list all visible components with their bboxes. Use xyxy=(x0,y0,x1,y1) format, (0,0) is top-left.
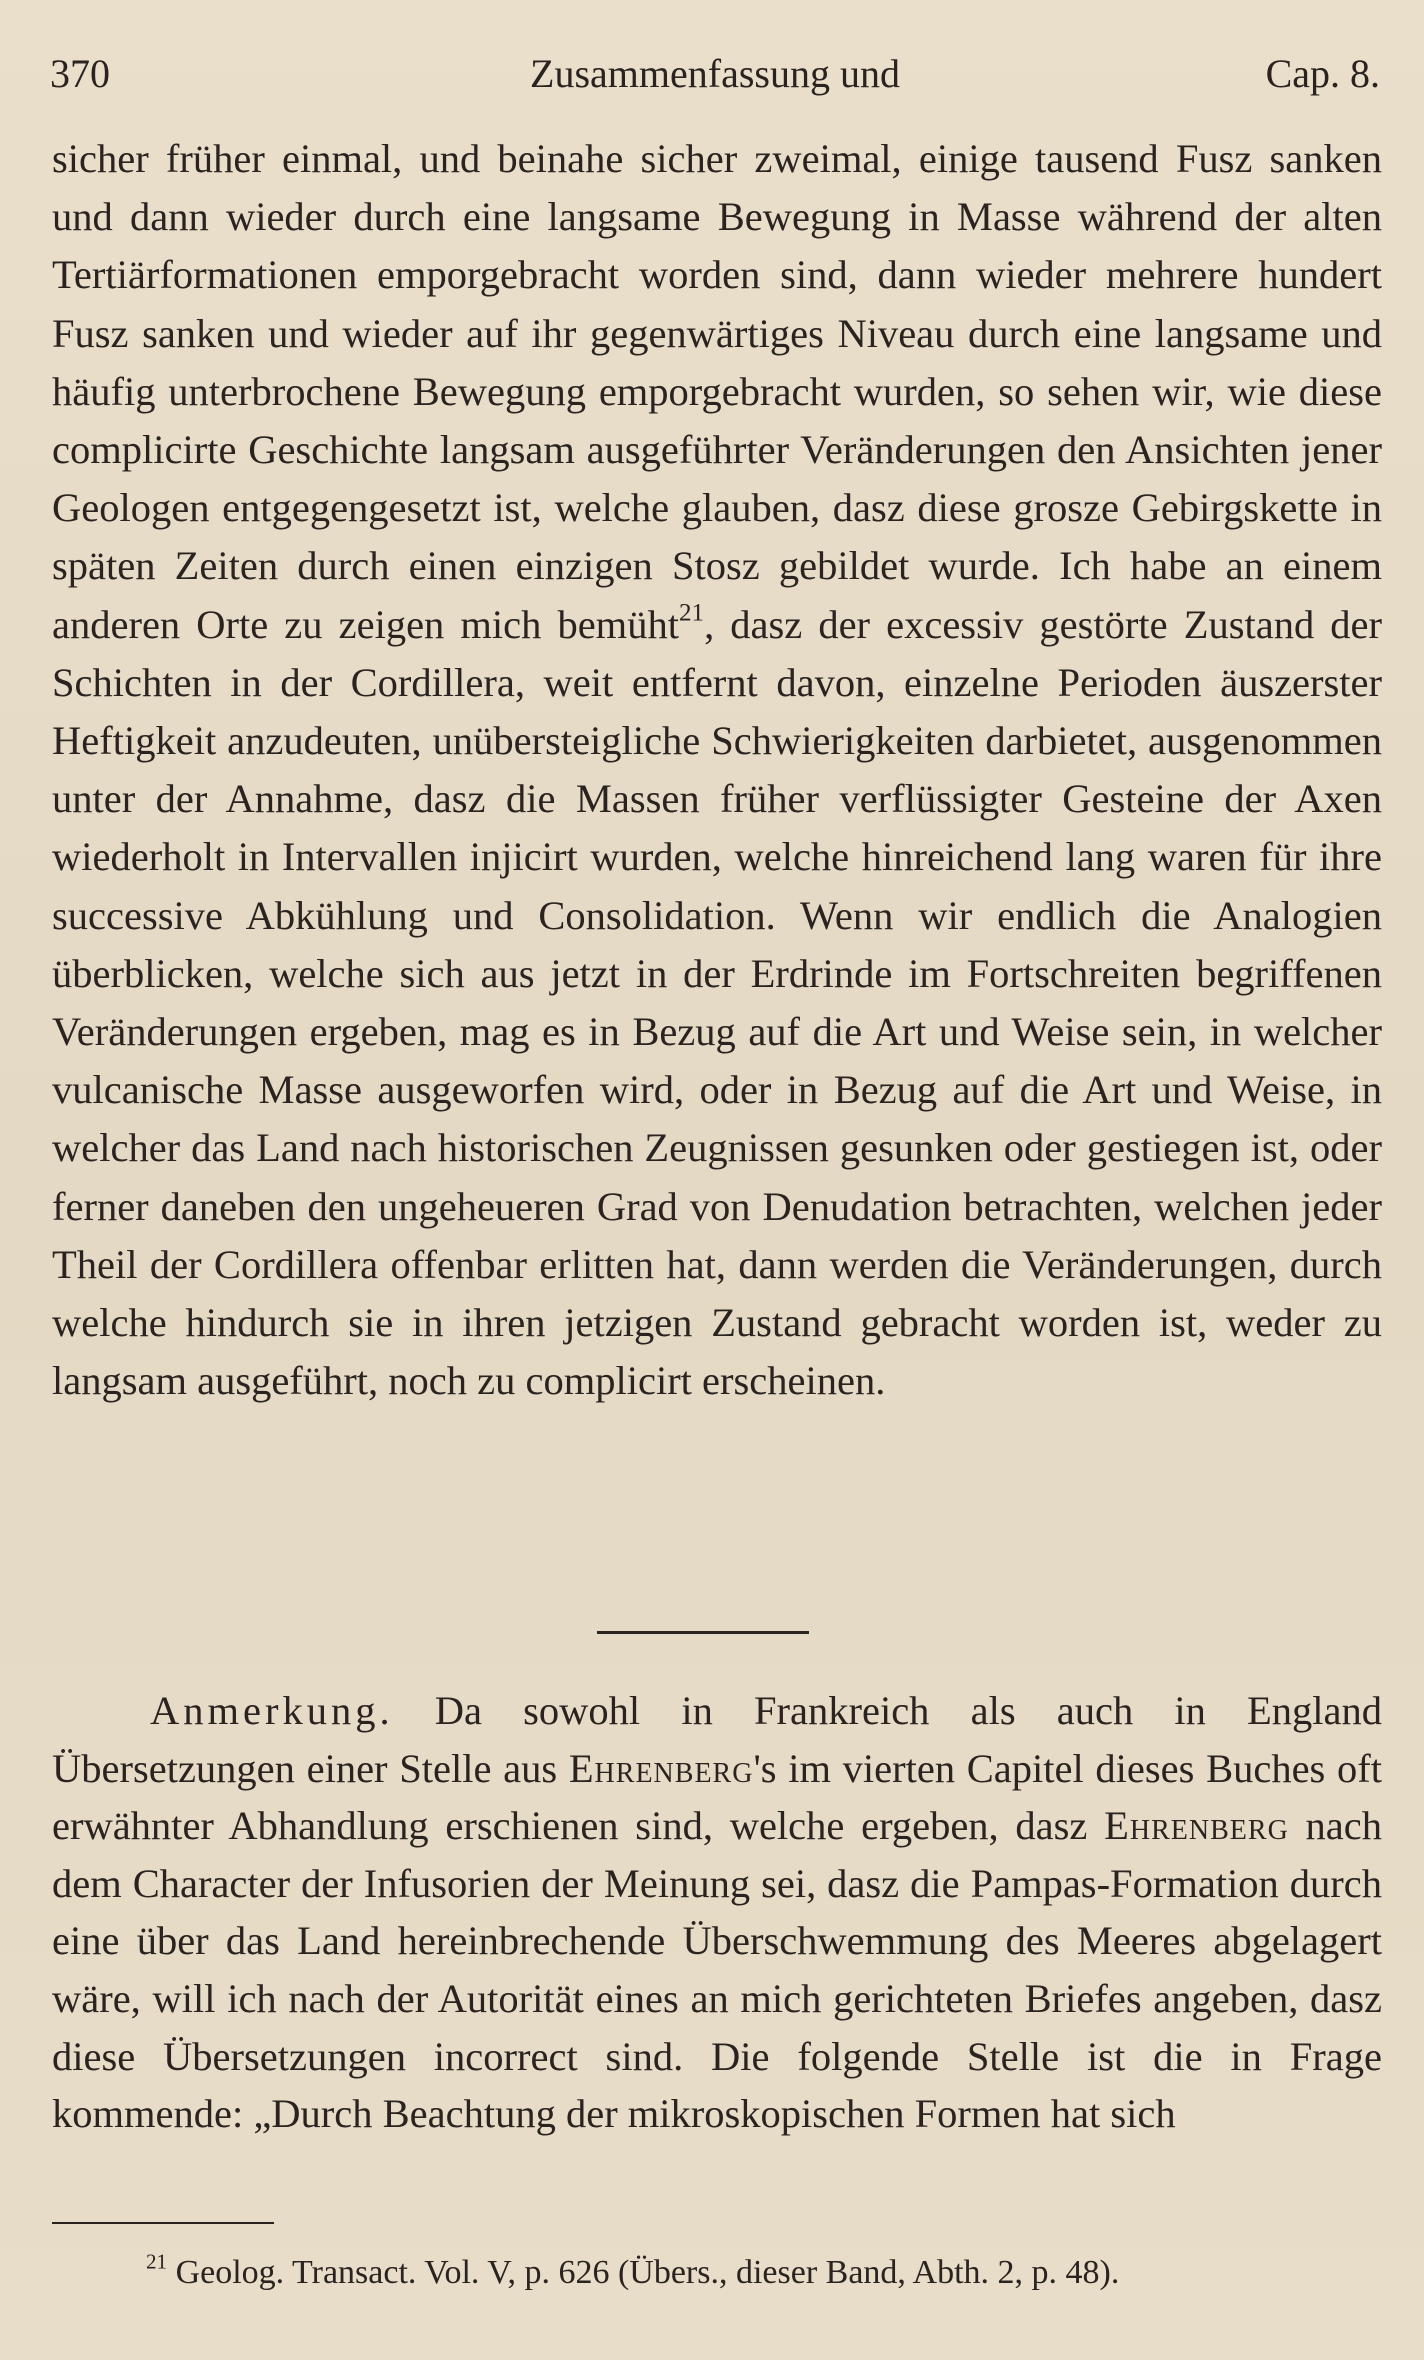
section-separator xyxy=(597,1631,809,1634)
note-text-2: 's im vierten Capitel dieses Buches oft erwähnter Abhandlung erschienen sind, welche ergeben, dasz xyxy=(52,1745,1382,1849)
main-text xyxy=(52,130,1382,1410)
note-label: Anmerkung. xyxy=(150,1688,394,1733)
author-name-ehrenberg: Ehrenberg xyxy=(568,1745,754,1791)
note-section xyxy=(52,1682,1382,2143)
footnote-reference: 21 xyxy=(678,599,705,627)
chapter-label: Cap. 8. xyxy=(1265,51,1380,96)
author-name-ehrenberg-2: Ehrenberg xyxy=(1104,1803,1289,1849)
main-paragraph xyxy=(52,130,1382,1410)
page-number: 370 xyxy=(50,51,110,96)
running-title: Zusammenfassung und xyxy=(530,51,900,96)
running-header xyxy=(50,44,1380,104)
footnote-text: Geolog. Transact. Vol. V, p. 626 (Übers., dieser Band, Abth. 2, p. 48). xyxy=(167,2254,1120,2291)
footnote-rule xyxy=(52,2222,274,2224)
footnote-number: 21 xyxy=(146,2249,168,2274)
note-paragraph xyxy=(52,1682,1382,2143)
paragraph-text-after-ref: , dasz der excessiv gestörte Zustand der Schichten in der Cordillera, weit entfernt davon, einzelne Perioden äuszerster Heftigkeit anzudeuten, unübersteigliche Schwierigkeiten darbietet, ausgenommen unter der Annahme, dasz die Massen früher verflüssigter Gesteine der Axen wiederholt in Intervallen injicirt wurden, welche hinreichend lang waren für ihre successive Abkühlung und Consolidation. Wenn wir endlich die Analogien überblicken, welche sich aus jetzt in der Erdrinde im Fortschreiten begriffenen Veränderungen ergeben, mag es in Bezug auf die Art und Weise sein, in welcher vulcanische Masse ausgeworfen wird, oder in Bezug auf die Art und Weise, in welcher das Land nach historischen Zeugnissen gesunken oder gestiegen ist, oder ferner daneben den ungeheueren Grad von Denudation betrachten, welchen jeder Theil der Cordillera offenbar erlitten hat, dann werden die Veränderungen, durch welche hindurch sie in ihren jetzigen Zustand gebracht worden ist, weder zu langsam ausgeführt, noch zu complicirt erscheinen. xyxy=(52,601,1382,1404)
footnote xyxy=(146,2248,1386,2298)
note-text-1: Da sowohl in Frankreich als auch in England Übersetzungen einer Stelle aus xyxy=(52,1688,1382,1791)
paragraph-text-before-ref: sicher früher einmal, und beinahe sicher zweimal, einige tausend Fusz sanken und dann wieder durch eine langsame Bewegung in Masse während der alten Tertiärformationen emporgebracht worden sind, dann wieder mehrere hundert Fusz sanken und wieder auf ihr gegenwärtiges Niveau durch eine langsame und häufig unterbrochene Bewegung emporgebracht wurden, so sehen wir, wie diese complicirte Geschichte langsam ausgeführter Veränderungen den Ansichten jener Geologen entgegengesetzt ist, welche glauben, dasz diese grosze Gebirgskette in späten Zeiten durch einen einzigen Stosz gebildet wurde. Ich habe an einem anderen Orte zu zeigen mich bemüht xyxy=(52,136,1382,647)
note-text-3: nach dem Character der Infusorien der Meinung sei, dasz die Pampas-Formation durch eine über das Land hereinbrechende Überschwemmung des Meeres abgelagert wäre, will ich nach der Autorität eines an mich gerichteten Briefes angeben, dasz diese Übersetzungen incorrect sind. Die folgende Stelle ist die in Frage kommende: „Durch Beachtung der mikroskopischen Formen hat sich xyxy=(52,1803,1383,2137)
